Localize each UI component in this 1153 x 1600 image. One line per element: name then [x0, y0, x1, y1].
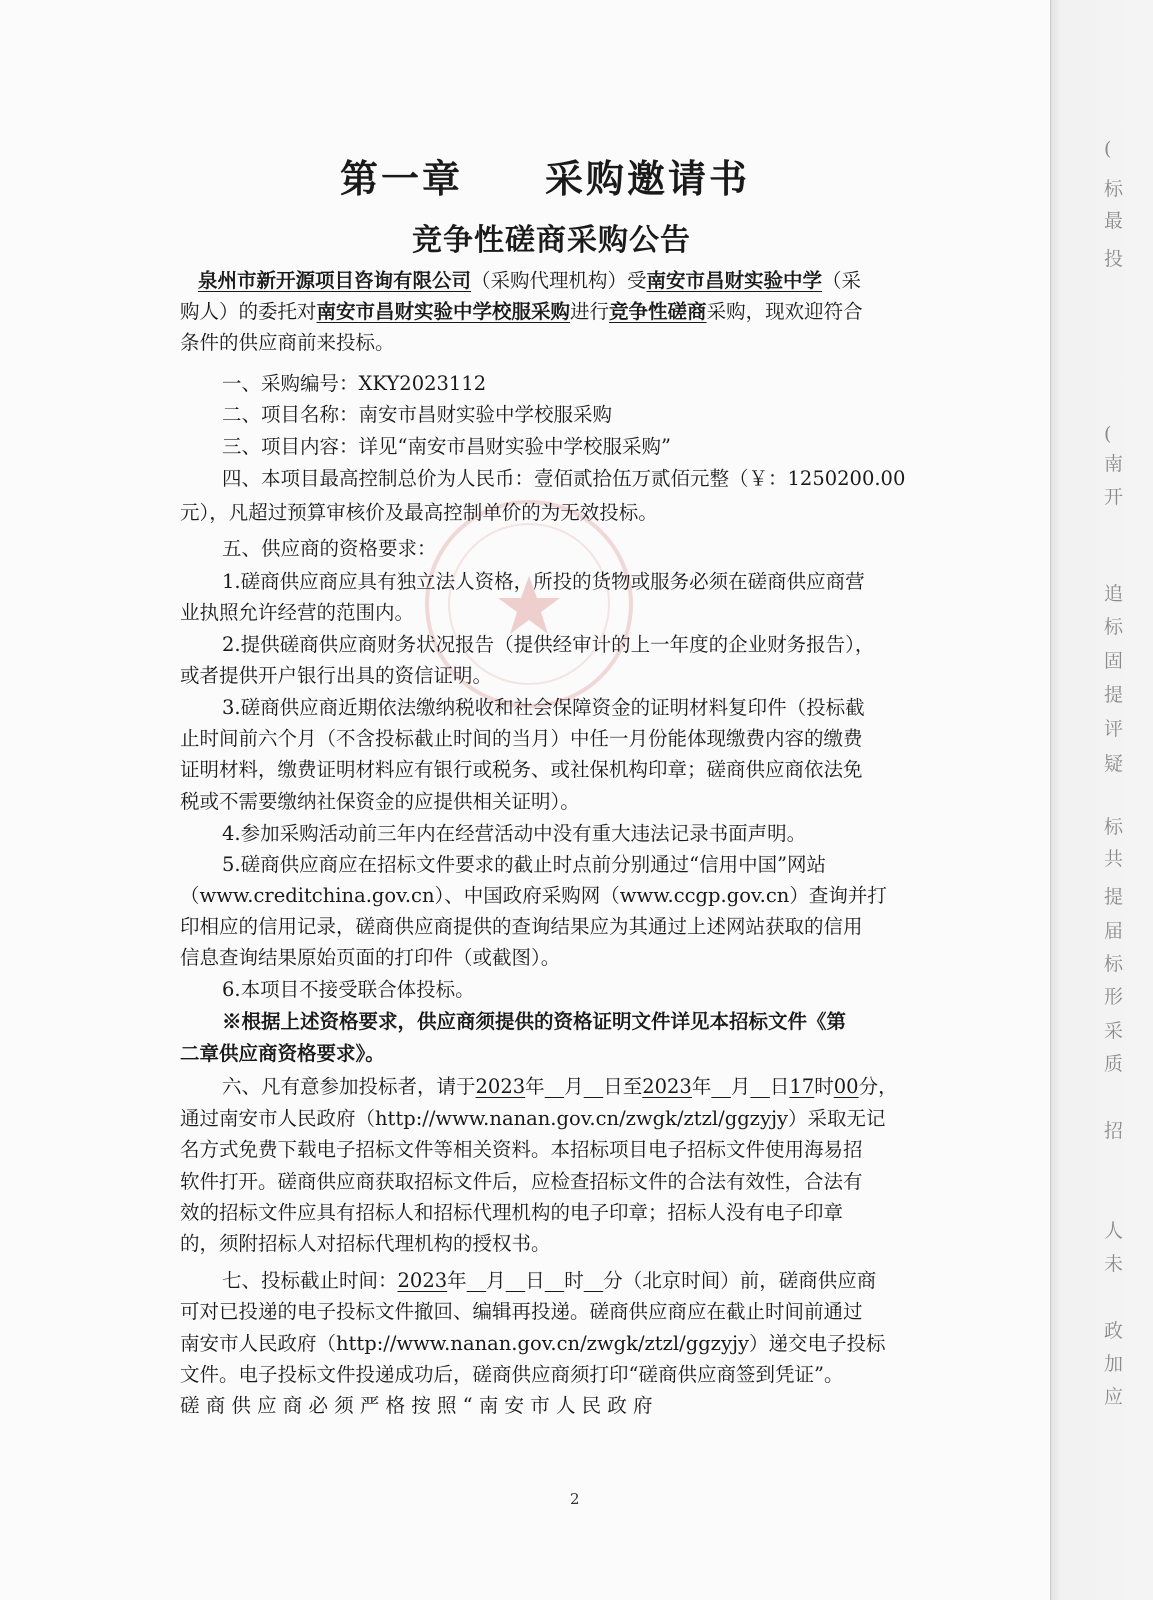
edge-char: 标 [1104, 816, 1124, 838]
project-name: 南安市昌财实验中学校服采购 [316, 300, 571, 323]
edge-char: 标 [1104, 178, 1124, 200]
item6-line-3: 名方式免费下载电子招标文件等相关资料。本招标项目电子招标文件使用海易招 [180, 1138, 863, 1161]
intro-line-2 [180, 296, 863, 327]
text: 分（北京时间）前，磋商供应商 [603, 1269, 877, 1292]
item7-line-2: 可对已投递的电子投标文件撤回、编辑再投递。磋商供应商应在截止时间前通过 [180, 1300, 863, 1323]
item-qualifications: 五、供应商的资格要求： [222, 537, 437, 560]
edge-char: 未 [1104, 1253, 1124, 1275]
item7-line-5: 磋 商 供 应 商 必 须 严 格 按 照 “ 南 安 市 人 民 政 府 [180, 1394, 653, 1417]
edge-char: 提 [1104, 684, 1124, 706]
text: 日 [525, 1269, 545, 1292]
req-3-cont-1: 止时间前六个月（不含投标截止时间的当月）中任一月份能体现缴费内容的缴费 [180, 727, 863, 750]
procurement-method: 竞争性磋商 [609, 300, 707, 323]
item-project-content: 三、项目内容：详见“南安市昌财实验中学校服采购” [222, 435, 671, 458]
item-bid-deadline [222, 1265, 876, 1296]
edge-char: 共 [1104, 848, 1124, 870]
item6-line-4: 软件打开。磋商供应商获取招标文件后，应检查招标文件的合法有效性，合法有 [180, 1170, 863, 1193]
edge-char: 投 [1104, 248, 1124, 270]
item-registration-period [222, 1071, 898, 1102]
intro-text: 进行 [570, 300, 610, 323]
intro-line-3: 条件的供应商前来投标。 [180, 331, 395, 354]
edge-char: 标 [1104, 616, 1124, 638]
edge-char: 应 [1104, 1386, 1124, 1408]
notice-title: 竞争性磋商采购公告 [412, 223, 691, 258]
intro-text: （采 [822, 269, 862, 292]
req-1-cont: 业执照允许经营的范围内。 [180, 601, 415, 624]
edge-char: 提 [1104, 886, 1124, 908]
item6-line-6: 的，须附招标人对招标代理机构的授权书。 [180, 1232, 551, 1255]
page-number: 2 [570, 1490, 580, 1508]
edge-char: 最 [1104, 210, 1124, 232]
text: 日 [769, 1075, 790, 1098]
edge-char: 加 [1104, 1353, 1124, 1375]
item-max-price: 四、本项目最高控制总价为人民币：壹佰贰拾伍万贰佰元整（￥：1250200.00 [222, 467, 906, 490]
chapter-title [340, 148, 760, 203]
item6-line-2: 通过南安市人民政府（http://www.nanan.gov.cn/zwgk/ztzl/ggzyjy）采取无记 [180, 1107, 886, 1130]
req-6: 6.本项目不接受联合体投标。 [222, 978, 475, 1001]
req-5-cont-3: 信息查询结果原始页面的打印件（或截图）。 [180, 946, 561, 969]
edge-char: 开 [1104, 486, 1124, 508]
text: 七、投标截止时间： [222, 1269, 398, 1292]
start-year: 2023 [475, 1075, 526, 1098]
req-3-cont-3: 税或不需要缴纳社保资金的应提供相关证明）。 [180, 790, 580, 813]
req-4: 4.参加采购活动前三年内在经营活动中没有重大违法记录书面声明。 [222, 822, 807, 845]
edge-char: 南 [1104, 453, 1124, 475]
edge-char: 追 [1104, 583, 1124, 605]
intro-text: 采购，现欢迎符合 [706, 300, 863, 323]
text: 年 [447, 1269, 467, 1292]
edge-char: 招 [1104, 1120, 1124, 1142]
edge-char: ( [1104, 138, 1112, 160]
intro-text: （采购代理机构）受 [471, 269, 647, 292]
req-5: 5.磋商供应商应在招标文件要求的截止时点前分别通过“信用中国”网站 [222, 853, 827, 876]
item-max-price-cont: 元），凡超过预算审核价及最高控制单价的为无效投标。 [180, 501, 658, 524]
edge-char: ( [1104, 423, 1112, 445]
edge-char: 评 [1104, 718, 1124, 740]
item-procurement-number: 一、采购编号：XKY2023112 [222, 372, 487, 395]
item7-line-3: 南安市人民政府（http://www.nanan.gov.cn/zwgk/ztzl/ggzyjy）递交电子投标 [180, 1332, 886, 1355]
end-minute: 00 [833, 1075, 859, 1098]
text: 分， [858, 1075, 898, 1098]
item6-line-5: 效的招标文件应具有招标人和招标代理机构的电子印章；招标人没有电子印章 [180, 1201, 844, 1224]
req-3-cont-2: 证明材料，缴费证明材料应有银行或税务、或社保机构印章；磋商供应商依法免 [180, 758, 863, 781]
req-2-cont: 或者提供开户银行出具的资信证明。 [180, 664, 493, 687]
text: 年 [691, 1075, 712, 1098]
purchaser-name: 南安市昌财实验中学 [646, 269, 823, 292]
chapter-number: 第一章 [340, 156, 464, 201]
deadline-year: 2023 [397, 1269, 448, 1292]
text: 月 [730, 1075, 751, 1098]
text: 年 [525, 1075, 545, 1098]
agency-name: 泉州市新开源项目咨询有限公司 [198, 269, 472, 292]
edge-char: 人 [1104, 1220, 1124, 1242]
intro-line-1 [198, 265, 861, 296]
edge-char: 疑 [1104, 753, 1124, 775]
edge-char: 质 [1104, 1053, 1124, 1075]
edge-char: 固 [1104, 650, 1124, 672]
text: 时 [564, 1269, 584, 1292]
edge-char: 届 [1104, 920, 1124, 942]
text: 日至 [603, 1075, 643, 1098]
text: 月 [486, 1269, 506, 1292]
text: 月 [564, 1075, 584, 1098]
edge-char: 采 [1104, 1020, 1124, 1042]
text: 时 [814, 1075, 834, 1098]
end-year: 2023 [642, 1075, 692, 1098]
text: 六、凡有意参加投标者，请于 [222, 1075, 476, 1098]
req-1: 1.磋商供应商应具有独立法人资格，所投的货物或服务必须在磋商供应商营 [222, 570, 865, 593]
req-5-cont-2: 印相应的信用记录，磋商供应商提供的查询结果应为其通过上述网站获取的信用 [180, 915, 863, 938]
req-2: 2.提供磋商供应商财务状况报告（提供经审计的上一年度的企业财务报告）， [222, 633, 875, 656]
edge-char: 政 [1104, 1320, 1124, 1342]
edge-char: 标 [1104, 953, 1124, 975]
edge-char: 形 [1104, 986, 1124, 1008]
chapter-name: 采购邀请书 [545, 156, 751, 201]
qualification-note: ※根据上述资格要求，供应商须提供的资格证明文件详见本招标文件《第 [222, 1010, 847, 1033]
item7-line-4: 文件。电子投标文件投递成功后，磋商供应商须打印“磋商供应商签到凭证”。 [180, 1363, 844, 1386]
req-5-cont-1: （www.creditchina.gov.cn）、中国政府采购网（www.ccgp.gov.cn）查询并打 [180, 884, 887, 907]
next-page-edge [1050, 0, 1153, 1600]
item-project-name: 二、项目名称：南安市昌财实验中学校服采购 [222, 403, 613, 426]
qualification-note-cont: 二章供应商资格要求》。 [180, 1042, 385, 1065]
end-hour: 17 [789, 1075, 815, 1098]
req-3: 3.磋商供应商近期依法缴纳税收和社会保障资金的证明材料复印件（投标截 [222, 696, 865, 719]
intro-text: 购人）的委托对 [180, 300, 317, 323]
